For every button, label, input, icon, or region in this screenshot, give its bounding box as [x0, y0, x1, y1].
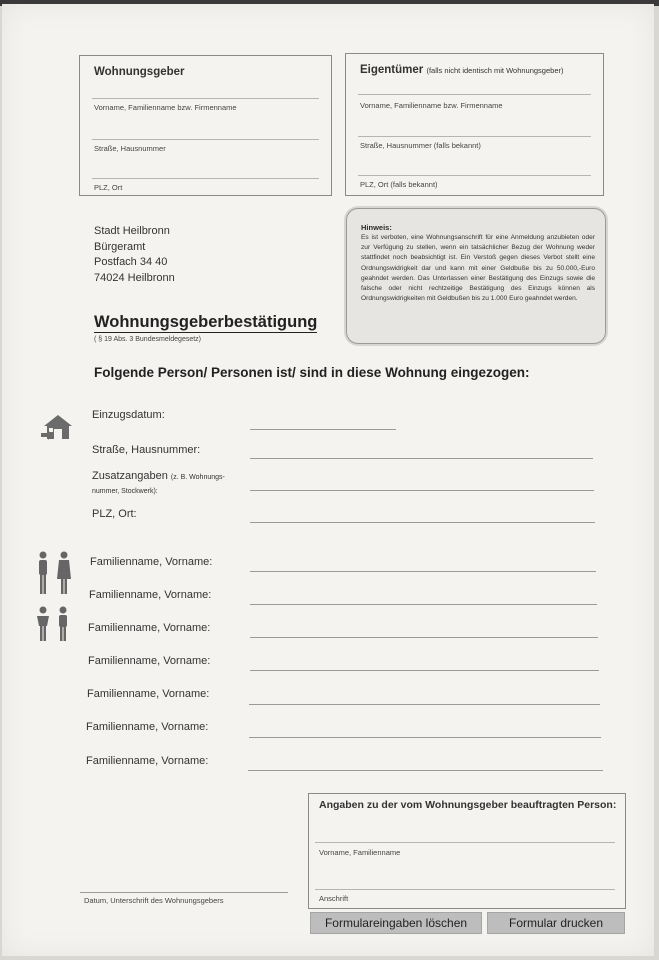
person-7-field[interactable]	[248, 770, 603, 771]
landlord-box-title: Wohnungsgeber	[94, 66, 185, 78]
additional-field[interactable]	[250, 490, 594, 491]
print-form-button[interactable]: Formular drucken	[487, 912, 625, 934]
additional-note-1: (z. B. Wohnungs-	[170, 474, 225, 481]
signature-field[interactable]	[80, 892, 288, 893]
person-4-field[interactable]	[250, 670, 599, 671]
owner-street-field[interactable]	[358, 136, 591, 137]
person-3-label: Familienname, Vorname:	[88, 622, 211, 634]
landlord-city-caption: PLZ, Ort	[94, 183, 123, 192]
additional-text: Zusatzangaben	[92, 470, 168, 482]
form-title: Wohnungsgeberbestätigung	[94, 313, 318, 331]
agent-box	[308, 793, 626, 909]
people-icon	[34, 551, 74, 595]
person-2-label: Familienname, Vorname:	[89, 589, 212, 601]
address-line-4: 74024 Heilbronn	[94, 271, 175, 284]
children-icon	[34, 606, 74, 642]
agent-name-field[interactable]	[315, 842, 615, 843]
street-label: Straße, Hausnummer:	[92, 444, 201, 456]
owner-box-title	[360, 64, 563, 76]
landlord-street-field[interactable]	[92, 139, 319, 140]
person-4-label: Familienname, Vorname:	[88, 655, 211, 667]
owner-city-caption: PLZ, Ort (falls bekannt)	[360, 180, 438, 189]
move-in-date-label: Einzugsdatum:	[92, 409, 165, 421]
landlord-box	[79, 55, 332, 196]
street-field[interactable]	[250, 458, 593, 459]
agent-address-field[interactable]	[315, 889, 615, 890]
person-3-field[interactable]	[250, 637, 598, 638]
landlord-name-caption: Vorname, Familienname bzw. Firmenname	[94, 103, 237, 112]
owner-title: Eigentümer	[360, 64, 424, 76]
person-1-field[interactable]	[250, 571, 596, 572]
person-6-field[interactable]	[249, 737, 601, 738]
house-move-icon	[40, 412, 76, 442]
form-subtitle: ( § 19 Abs. 3 Bundesmeldegesetz)	[94, 336, 202, 343]
clear-form-button[interactable]: Formulareingaben löschen	[310, 912, 482, 934]
person-1-label: Familienname, Vorname:	[90, 556, 213, 568]
address-line-2: Bürgeramt	[94, 240, 146, 253]
person-2-field[interactable]	[250, 604, 597, 605]
owner-box	[345, 53, 604, 196]
form-heading: Folgende Person/ Personen ist/ sind in diese Wohnung eingezogen:	[94, 365, 530, 380]
person-7-label: Familienname, Vorname:	[86, 755, 209, 767]
landlord-street-caption: Straße, Hausnummer	[94, 144, 166, 153]
owner-city-field[interactable]	[358, 175, 591, 176]
city-field[interactable]	[250, 522, 595, 523]
address-line-1: Stadt Heilbronn	[94, 225, 170, 237]
notice-text: Es ist verboten, eine Wohnungsanschrift für eine Anmeldung anzubieten oder zur Verfügung zu stellen, wenn ein tatsächlicher Bezug der Wohnung weder stattfindet noch beabsichtigt ist. Ein Verstoß gegen dieses Verbot stellt eine Ordnungswidrigkeit dar und kann mit einer Geldbuße bis zu 50.000,-Euro geahndet werden. Das Unterlassen einer Bestätigung des Einzugs sowie die falsche oder nicht rechtzeitige Bestätigung des Einzugs können als Ordnungswidrigkeiten mit Geldbußen bis zu 1.000 Euro geahndet werden.	[361, 234, 595, 303]
person-6-label: Familienname, Vorname:	[86, 721, 209, 733]
agent-box-title: Angaben zu der vom Wohnungsgeber beauftragten Person:	[319, 799, 617, 811]
city-label: PLZ, Ort:	[92, 508, 137, 520]
owner-street-caption: Straße, Hausnummer (falls bekannt)	[360, 141, 481, 150]
move-in-date-field[interactable]	[250, 429, 396, 430]
owner-name-caption: Vorname, Familienname bzw. Firmenname	[360, 101, 503, 110]
owner-title-note: (falls nicht identisch mit Wohnungsgeber)	[426, 66, 564, 75]
signature-caption: Datum, Unterschrift des Wohnungsgebers	[84, 896, 224, 905]
person-5-field[interactable]	[249, 704, 600, 705]
additional-note-2: nummer, Stockwerk):	[92, 488, 158, 495]
address-line-3: Postfach 34 40	[94, 256, 168, 268]
notice-title: Hinweis:	[361, 223, 392, 232]
agent-address-caption: Anschrift	[319, 894, 349, 903]
recipient-address	[94, 224, 175, 286]
landlord-city-field[interactable]	[92, 178, 319, 179]
landlord-name-field[interactable]	[92, 98, 319, 99]
additional-label	[92, 470, 225, 498]
notice-box	[346, 208, 606, 344]
person-5-label: Familienname, Vorname:	[87, 688, 210, 700]
owner-name-field[interactable]	[358, 94, 591, 95]
agent-name-caption: Vorname, Familienname	[319, 848, 401, 857]
